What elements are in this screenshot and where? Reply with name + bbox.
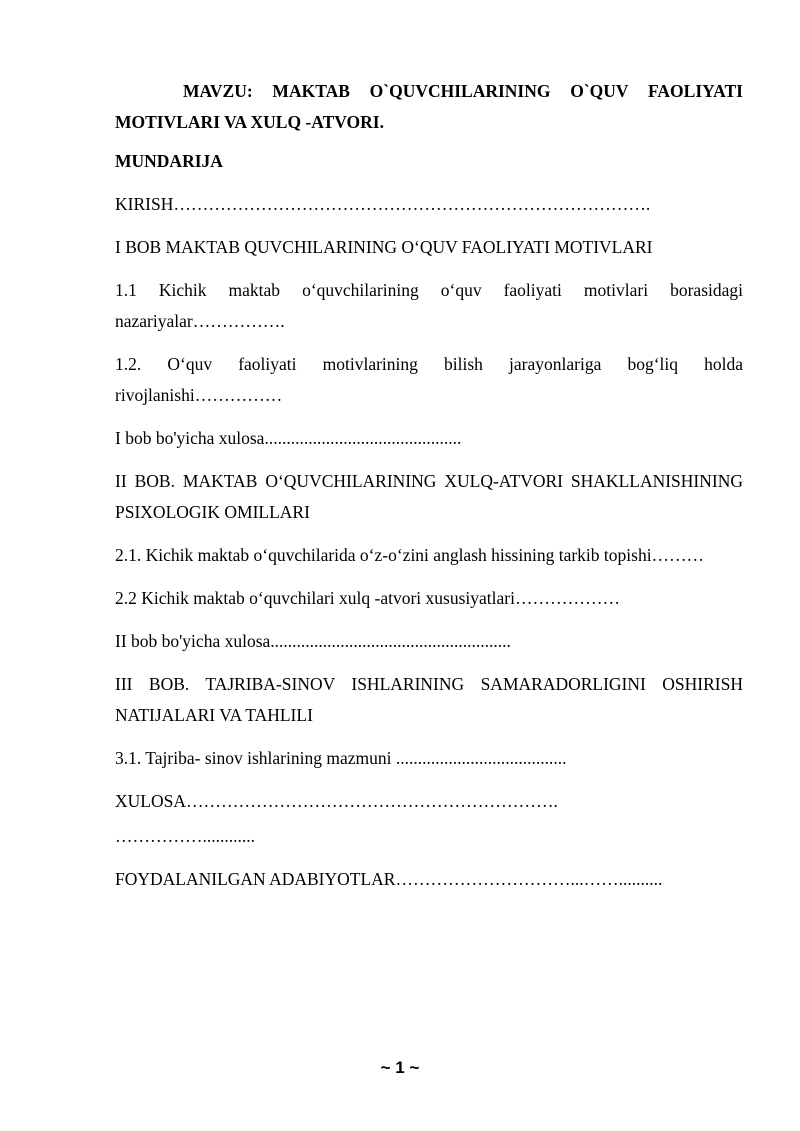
- toc-entry-chapter-2-conclusion: II bob bo'yicha xulosa.......................................................: [115, 631, 511, 651]
- toc-entry-2-1: 2.1. Kichik maktab o‘quvchilarida o‘z-o‘zini anglash hissining tarkib topishi………: [115, 545, 705, 565]
- toc-entry-xulosa-continuation: ……………............: [115, 826, 255, 846]
- toc-entry-chapter-1-conclusion: I bob bo'yicha xulosa.............................................: [115, 428, 462, 448]
- toc-entry-chapter-3: III BOB. TAJRIBA-SINOV ISHLARINING SAMARADORLIGINI OSHIRISH NATIJALARI VA TAHLILI: [115, 674, 743, 725]
- toc-entry-1-2: 1.2. O‘quv faoliyati motivlarining bilish jarayonlariga bog‘liq holda rivojlanishi……………: [115, 354, 743, 405]
- toc-entry-2-2: 2.2 Kichik maktab o‘quvchilari xulq -atvori xususiyatlari………………: [115, 588, 620, 608]
- toc-entry-chapter-2: II BOB. MAKTAB O‘QUVCHILARINING XULQ-ATVORI SHAKLLANISHINING PSIXOLOGIK OMILLARI: [115, 471, 743, 522]
- toc-entry-chapter-1: I BOB MAKTAB QUVCHILARINING O‘QUV FAOLIYATI MOTIVLARI: [115, 237, 653, 257]
- toc-entry-1-1: 1.1 Kichik maktab o‘quvchilarining o‘quv faoliyati motivlari borasidagi nazariyalar…………….: [115, 280, 743, 331]
- toc-entry-kirish: KIRISH……………………………………………………………………….: [115, 194, 651, 214]
- page-number: ~ 1 ~: [380, 1058, 420, 1077]
- document-title: MAVZU: MAKTAB O`QUVCHILARINING O`QUV FAOLIYATI MOTIVLARI VA XULQ -ATVORI.: [115, 81, 743, 132]
- toc-heading: MUNDARIJA: [115, 151, 223, 171]
- toc-entry-xulosa: XULOSA……………………………………………………….: [115, 791, 558, 811]
- toc-entry-references: FOYDALANILGAN ADABIYOTLAR…………………………...……..........: [115, 869, 663, 889]
- toc-entry-3-1: 3.1. Tajriba- sinov ishlarining mazmuni .......................................: [115, 748, 567, 768]
- document-page: [115, 76, 743, 907]
